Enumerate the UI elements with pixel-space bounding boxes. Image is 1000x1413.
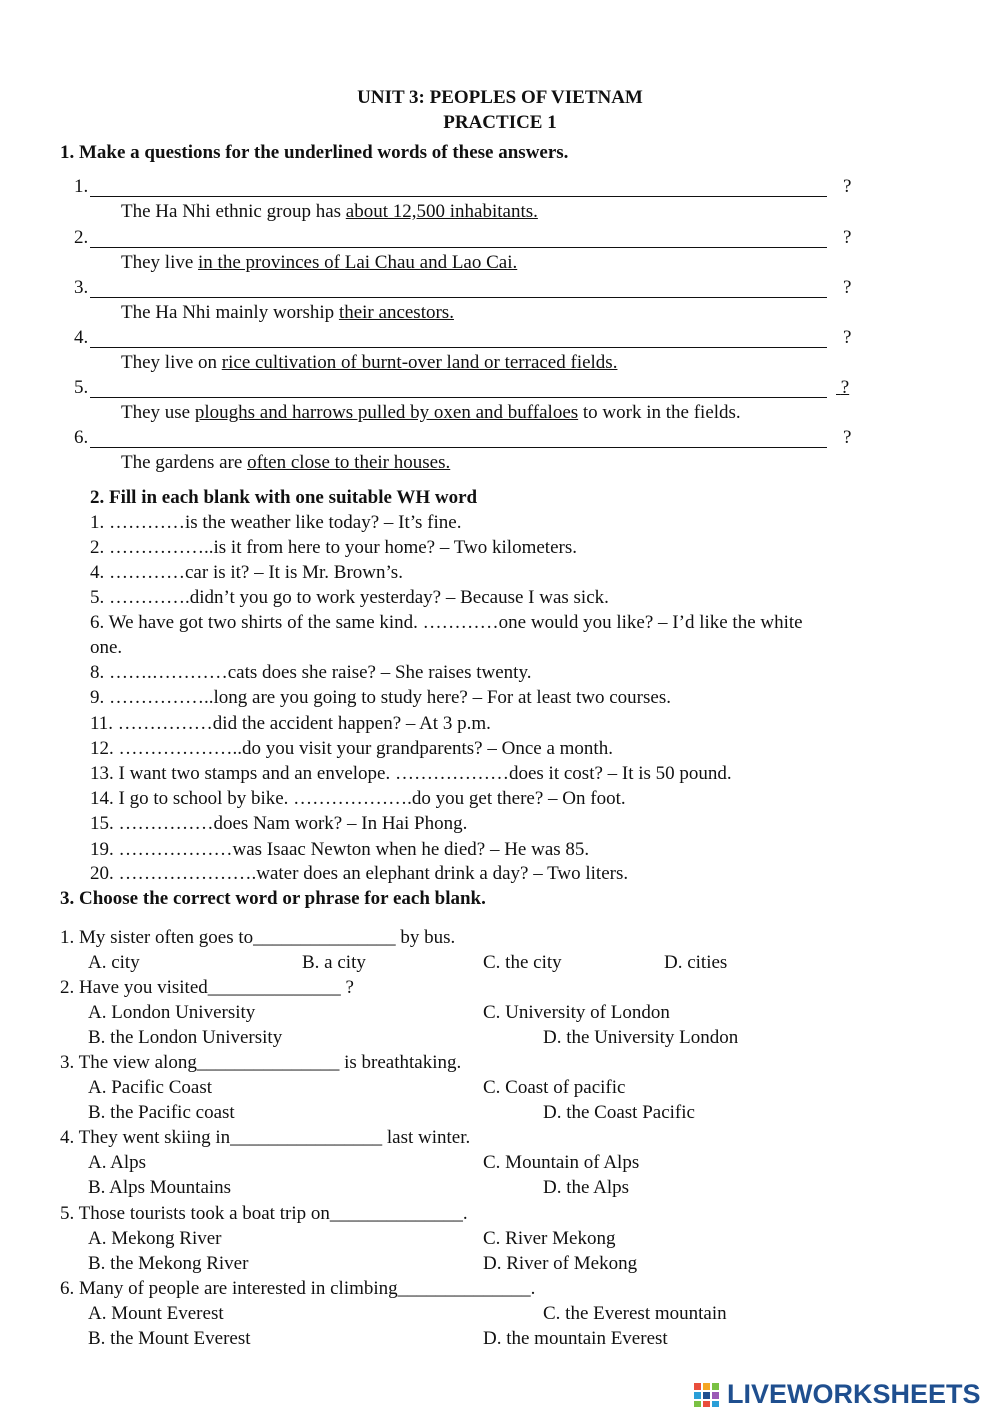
fill-blank-item: 1. …………is the weather like today? – It’s fine.	[90, 512, 462, 533]
mcq-option-a[interactable]: A. Pacific Coast	[88, 1077, 213, 1098]
question-number: 4.	[74, 327, 89, 348]
mcq-option-a[interactable]: A. Mount Everest	[88, 1303, 224, 1324]
question-number: 1.	[74, 176, 89, 197]
underlined-words: in the provinces of Lai Chau and Lao Cai.	[198, 252, 518, 273]
question-mark: ?	[840, 377, 850, 398]
mcq-option-c[interactable]: C. the city	[483, 952, 562, 973]
fill-blank-item: 19. ………………was Isaac Newton when he died? – He was 85.	[90, 839, 590, 860]
liveworksheets-logo[interactable]	[693, 1378, 993, 1410]
mcq-option-a[interactable]: A. Alps	[88, 1152, 147, 1173]
question-mark: ?	[843, 277, 852, 298]
fill-blank-item: 5. ………….didn’t you go to work yesterday? – Because I was sick.	[90, 587, 609, 608]
answer-blank-line[interactable]	[90, 347, 827, 348]
fill-blank-item: 11. ……………did the accident happen? – At 3 p.m.	[90, 713, 491, 734]
mcq-option-d[interactable]: D. the Alps	[543, 1177, 630, 1198]
mcq-option-b[interactable]: B. Alps Mountains	[88, 1177, 232, 1198]
underlined-words: rice cultivation of burnt-over land or terraced fields.	[221, 352, 618, 373]
mcq-stem: 1. My sister often goes to_______________ by bus.	[60, 927, 456, 948]
mcq-option-c[interactable]: C. University of London	[483, 1002, 670, 1023]
section-3-heading: 3. Choose the correct word or phrase for each blank.	[60, 888, 486, 909]
underlined-words: often close to their houses.	[247, 452, 451, 473]
mcq-option-d[interactable]: D. River of Mekong	[483, 1253, 638, 1274]
question-mark: ?	[843, 227, 852, 248]
answer-blank-line[interactable]	[90, 247, 827, 248]
answer-sentence: They live on rice cultivation of burnt-over land or terraced fields.	[121, 352, 618, 373]
question-number: 3.	[74, 277, 89, 298]
underlined-words: their ancestors.	[338, 302, 454, 323]
fill-blank-item: 9. ……………..long are you going to study here? – For at least two courses.	[90, 687, 671, 708]
question-number: 6.	[74, 427, 89, 448]
mcq-option-d[interactable]: D. the University London	[543, 1027, 739, 1048]
fill-blank-item: 13. I want two stamps and an envelope. ………………does it cost? – It is 50 pound.	[90, 763, 732, 784]
section-1-heading: 1. Make a questions for the underlined words of these answers.	[60, 142, 569, 163]
mcq-option-d[interactable]: D. cities	[664, 952, 728, 973]
mcq-stem: 2. Have you visited______________ ?	[60, 977, 354, 998]
answer-blank-line[interactable]	[90, 297, 827, 298]
fill-blank-item-continuation: one.	[90, 637, 123, 658]
underlined-words: ploughs and harrows pulled by oxen and buffaloes	[194, 402, 579, 423]
mcq-option-c[interactable]: C. Coast of pacific	[483, 1077, 626, 1098]
liveworksheets-logo-icon	[693, 1382, 721, 1408]
mcq-stem: 5. Those tourists took a boat trip on______________.	[60, 1203, 468, 1224]
fill-blank-item: 8. …….…………cats does she raise? – She raises twenty.	[90, 662, 532, 683]
answer-sentence: They live in the provinces of Lai Chau and Lao Cai.	[121, 252, 518, 273]
mcq-option-a[interactable]: A. city	[88, 952, 140, 973]
fill-blank-item: 14. I go to school by bike. ……………….do you get there? – On foot.	[90, 788, 626, 809]
fill-blank-item: 15. ……………does Nam work? – In Hai Phong.	[90, 813, 468, 834]
fill-blank-item: 12. ………………..do you visit your grandparents? – Once a month.	[90, 738, 613, 759]
answer-sentence: The gardens are often close to their houses.	[121, 452, 451, 473]
fill-blank-item: 4. …………car is it? – It is Mr. Brown’s.	[90, 562, 403, 583]
fill-blank-item: 20. ………………….water does an elephant drink a day? – Two liters.	[90, 863, 629, 884]
mcq-option-b[interactable]: B. the London University	[88, 1027, 283, 1048]
mcq-option-b[interactable]: B. a city	[302, 952, 366, 973]
logo-text: LIVEWORKSHEETS	[727, 1379, 981, 1409]
answer-blank-line[interactable]	[90, 447, 827, 448]
answer-blank-line[interactable]	[90, 196, 827, 197]
underlined-words: about 12,500 inhabitants.	[345, 201, 538, 222]
answer-sentence: The Ha Nhi ethnic group has about 12,500 inhabitants.	[121, 201, 538, 222]
mcq-option-b[interactable]: B. the Pacific coast	[88, 1102, 235, 1123]
question-mark: ?	[843, 427, 852, 448]
page-title: UNIT 3: PEOPLES OF VIETNAM	[357, 87, 643, 108]
question-number: 2.	[74, 227, 89, 248]
question-mark: ?	[843, 327, 852, 348]
fill-blank-item: 6. We have got two shirts of the same kind. …………one would you like? – I’d like the white	[90, 612, 803, 633]
mcq-option-b[interactable]: B. the Mekong River	[88, 1253, 249, 1274]
mcq-option-c[interactable]: C. the Everest mountain	[543, 1303, 727, 1324]
mcq-option-c[interactable]: C. Mountain of Alps	[483, 1152, 640, 1173]
mcq-option-b[interactable]: B. the Mount Everest	[88, 1328, 251, 1349]
answer-sentence: The Ha Nhi mainly worship their ancestors.	[121, 302, 454, 323]
mcq-stem: 6. Many of people are interested in climbing______________.	[60, 1278, 536, 1299]
mcq-option-d[interactable]: D. the Coast Pacific	[543, 1102, 695, 1123]
mcq-option-d[interactable]: D. the mountain Everest	[483, 1328, 668, 1349]
question-number: 5.	[74, 377, 89, 398]
mcq-option-a[interactable]: A. London University	[88, 1002, 256, 1023]
answer-blank-line[interactable]	[90, 397, 827, 398]
section-2-heading: 2. Fill in each blank with one suitable WH word	[90, 487, 478, 508]
mcq-stem: 4. They went skiing in________________ last winter.	[60, 1127, 471, 1148]
fill-blank-item: 2. ……………..is it from here to your home? – Two kilometers.	[90, 537, 577, 558]
mcq-stem: 3. The view along_______________ is breathtaking.	[60, 1052, 462, 1073]
question-mark: ?	[843, 176, 852, 197]
mcq-option-c[interactable]: C. River Mekong	[483, 1228, 616, 1249]
page-subtitle: PRACTICE 1	[443, 112, 557, 133]
answer-sentence: They use ploughs and harrows pulled by oxen and buffaloes to work in the fields.	[121, 402, 741, 423]
mcq-option-a[interactable]: A. Mekong River	[88, 1228, 222, 1249]
